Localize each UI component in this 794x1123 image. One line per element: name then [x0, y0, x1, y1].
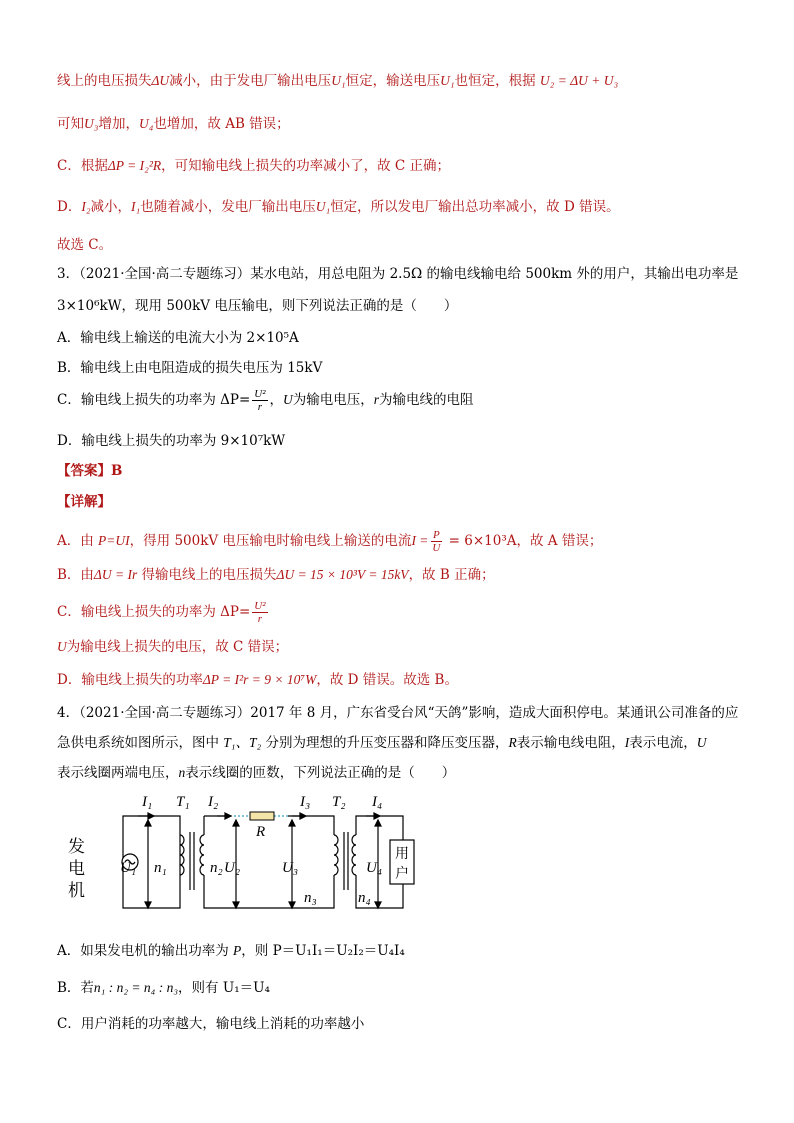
q3-option-b: B．输电线上由电阻造成的损失电压为 15kV [57, 360, 323, 376]
label-u4: U₄ [366, 860, 383, 876]
q3-detail-label: 【详解】 [57, 494, 111, 510]
label-t1: T₁ [176, 794, 190, 810]
fraction-u2-over-r: $\frac{\text{U²}}{r}$ [254, 388, 266, 413]
q4-option-a: A．如果发电机的输出功率为 P，则 P＝U₁I₁＝U₂I₂＝U₄I₄ [57, 943, 405, 959]
q3-option-d: D．输电线上损失的功率为 9×10⁷kW [57, 433, 286, 449]
label-t2: T₂ [332, 794, 346, 810]
explanation-option-c: C．根据ΔP = I₂²R，可知输电线上损失的功率减小了，故 C 正确； [57, 158, 451, 174]
label-n3: n₃ [304, 890, 317, 906]
q3-explanation-c-cont: U为输电线上损失的电压，故 C 错误； [57, 639, 289, 655]
q3-explanation-c: C．输电线上损失的功率为 ΔP= $\frac{\text{U²}}{r}$ [57, 600, 266, 625]
q4-stem-line-3: 表示线圈两端电压，n表示线圈的匝数，下列说法正确的是（ ） [57, 765, 456, 781]
q4-option-b: B．若n₁ : n₂ = n₄ : n₃，则有 U₁＝U₄ [57, 980, 270, 996]
label-n2: n₂ [210, 860, 223, 876]
label-n1: n₁ [154, 860, 167, 876]
generator-char-2: 电 [68, 859, 85, 878]
explanation-line-1: 线上的电压损失ΔU减小，由于发电厂输出电压U₁恒定，输送电压U₁也恒定，根据 U₂ = ΔU + U₃ [57, 73, 619, 89]
explanation-conclusion: 故选 C。 [57, 237, 113, 253]
q3-answer: 【答案】B [57, 463, 123, 479]
q3-explanation-a: A．由 P=UI，得用 500kV 电压输电时输电线上输送的电流I = $\frac{P}{U}$ = 6×10³A，故 A 错误； [57, 529, 603, 554]
q3-explanation-d: D．输电线上损失的功率ΔP = I²r = 9 × 10⁷W，故 D 错误。故选 B。 [57, 672, 458, 688]
label-u3: U₃ [282, 860, 299, 876]
explanation-line-2: 可知U₃增加，U₄也增加，故 AB 错误； [57, 116, 290, 132]
q4-stem-line-1: 4．（2021·全国·高二专题练习）2017 年 8 月，广东省受台风“天鸽”影响，造成大面积停电。某通讯公司准备的应 [57, 705, 739, 721]
q3-stem-line-2: 3×10⁶kW，现用 500kV 电压输电，则下列说法正确的是（ ） [57, 298, 458, 314]
fraction-p-over-u: $\frac{P}{U}$ [432, 529, 441, 554]
label-i1: I₁ [142, 794, 153, 810]
fraction-u2-over-r-2: $\frac{\text{U²}}{r}$ [254, 600, 266, 625]
user-char-2: 户 [395, 867, 409, 882]
explanation-option-d: D．I₂减小，I₁也随着减小，发电厂输出电压U₁恒定，所以发电厂输出总功率减小，故 D 错误。 [57, 199, 620, 215]
q3-stem-line-1: 3．（2021·全国·高二专题练习）某水电站，用总电阻为 2.5Ω 的输电线输电给 500km 外的用户，其输出电功率是 [57, 266, 739, 282]
q3-option-a: A．输电线上输送的电流大小为 2×10⁵A [57, 330, 299, 346]
power-transmission-diagram [60, 790, 420, 920]
q4-stem-line-2: 急供电系统如图所示，图中 T₁、T₂ 分别为理想的升压变压器和降压变压器，R表示输电线电阻，I表示电流，U [57, 735, 707, 751]
label-r: R [256, 824, 266, 840]
label-i3: I₃ [300, 794, 311, 810]
label-i2: I₂ [208, 794, 219, 810]
q4-option-c: C．用户消耗的功率越大，输电线上消耗的功率越小 [57, 1016, 365, 1032]
label-u1: U₁ [120, 860, 137, 876]
label-u2: U₂ [224, 860, 241, 876]
user-char-1: 用 [395, 847, 409, 862]
label-i4: I₄ [372, 794, 383, 810]
q3-explanation-b: B．由ΔU = Ir 得输电线上的电压损失ΔU = 15 × 10³V = 15kV，故 B 正确； [57, 567, 495, 583]
generator-char-3: 机 [68, 881, 85, 900]
generator-char-1: 发 [68, 837, 85, 856]
resistor-r [250, 812, 274, 820]
label-n4: n₄ [358, 890, 371, 906]
q3-option-c: C．输电线上损失的功率为 ΔP= $\frac{\text{U²}}{r}$ ，U为输电电压，r为输电线的电阻 [57, 388, 474, 413]
